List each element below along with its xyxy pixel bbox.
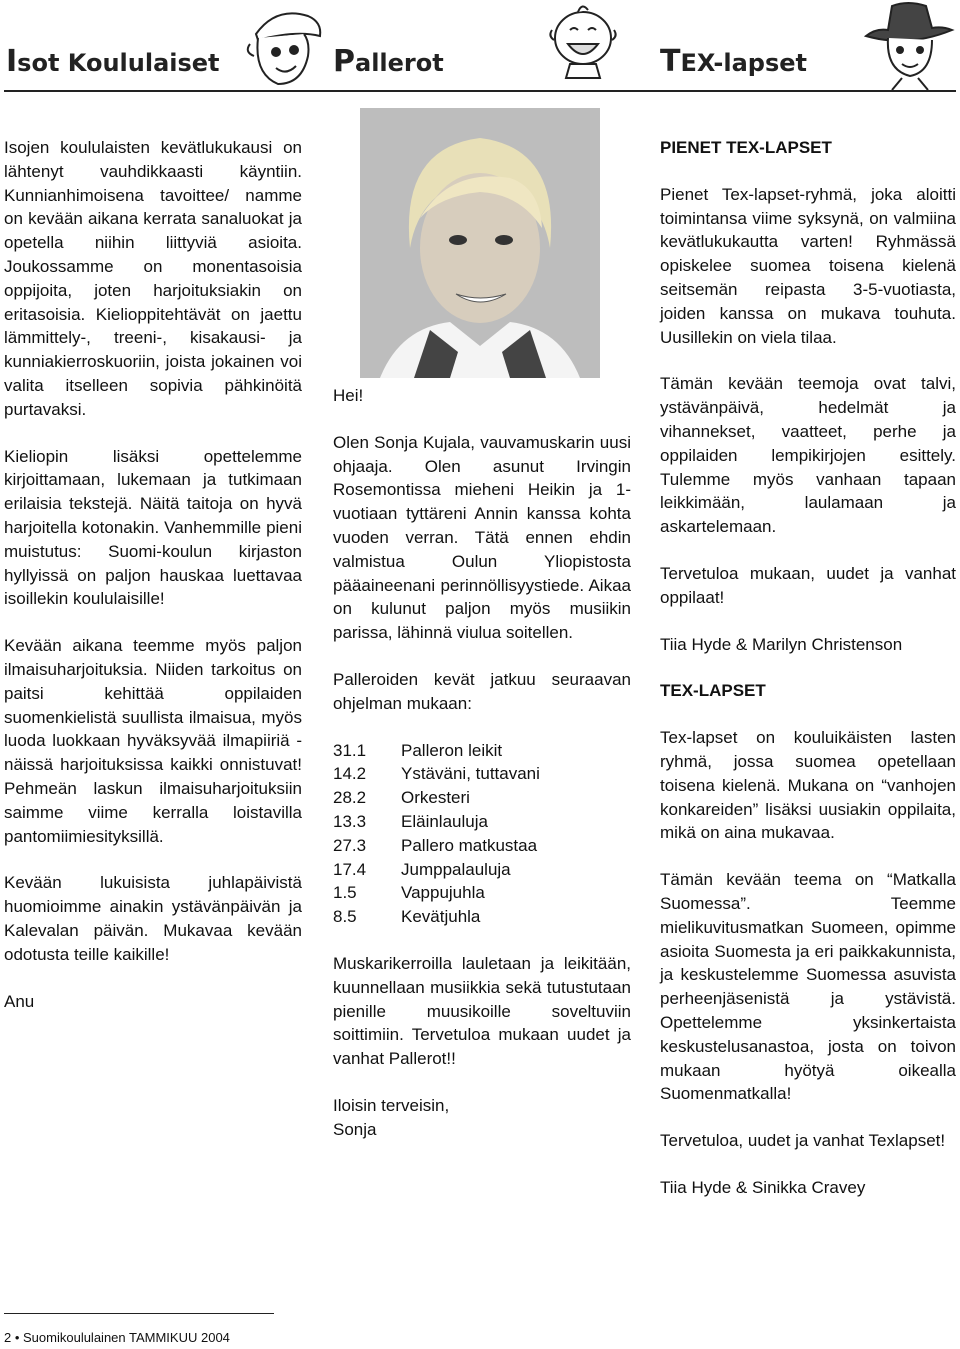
footer-rule <box>4 1313 274 1314</box>
schedule-item: Jumppalauluja <box>401 859 511 879</box>
section-title-pienet-tex-lapset: PIENET TEX-LAPSET <box>660 138 832 157</box>
schedule-row <box>333 858 540 882</box>
schedule-item: Pallero matkustaa <box>401 835 538 855</box>
paragraph: Muskarikerroilla lauletaan ja leikitään, kuunnellaan musiikkia sekä tutustutaan pienille muusikoille soveltuviin soittimiin. Tervetuloa mukaan uudet ja vanhat Pallerot!! <box>333 953 631 1069</box>
schedule-date: 14.2 <box>333 764 367 784</box>
heading-initial: I <box>6 44 18 79</box>
boy-with-cap-illustration <box>236 4 326 92</box>
paragraph: Tex-lapset on kouluikäisten lasten ryhmä, jossa suomea opetellaan toisena kielenä. Mukana on “vanhojen konkareiden” lisäksi uusiakin oppilaita, mikä on aina mukavaa. <box>660 728 956 843</box>
page-footer: 2 • Suomikoululainen TAMMIKUU 2004 <box>4 1330 230 1345</box>
schedule-date: 28.2 <box>333 788 367 808</box>
right-column <box>660 136 956 1223</box>
heading-initial: P <box>333 44 355 79</box>
schedule-date: 8.5 <box>333 907 357 927</box>
schedule-date: 13.3 <box>333 811 367 831</box>
baby-illustration <box>544 0 622 80</box>
schedule-item: Orkesteri <box>401 788 470 808</box>
schedule-row <box>333 905 540 929</box>
schedule-row <box>333 881 540 905</box>
schedule-row <box>333 834 540 858</box>
paragraph: Kevään aikana teemme myös paljon ilmaisuharjoituksia. Niiden tarkoitus on paitsi kehittää oppilaiden suomenkielistä suullista ilmaisua, myös luoda luokkaan hyväksyvää ilmapiiriä - näissä harjoituksissa kaikki onnistuvat! Pehmeän laskun ilmaisuharjoituksiin saimme viime kerralla loistavilla pantomiimiesityksillä. <box>4 636 302 846</box>
heading-pallerot <box>333 44 444 79</box>
schedule-date: 31.1 <box>333 740 367 760</box>
schedule-row <box>333 762 540 786</box>
heading-isot-koululaiset <box>6 44 220 79</box>
schedule-row <box>333 786 540 810</box>
signature: Tiia Hyde & Sinikka Cravey <box>660 1177 866 1197</box>
schedule-item: Ystäväni, tuttavani <box>401 764 540 784</box>
heading-initial: T <box>660 44 681 79</box>
schedule-date: 27.3 <box>333 835 367 855</box>
left-column <box>4 136 302 1036</box>
portrait-photo <box>360 108 600 378</box>
header-rule <box>4 90 956 92</box>
signature: Tiia Hyde & Marilyn Christenson <box>660 634 903 654</box>
heading-tex-lapset <box>660 44 807 79</box>
schedule-row <box>333 739 540 763</box>
schedule-item: Eläinlauluja <box>401 811 488 831</box>
schedule-row <box>333 810 540 834</box>
heading-rest: allerot <box>355 49 444 77</box>
schedule-item: Kevätjuhla <box>401 907 481 927</box>
paragraph: Tämän kevään teema on “Matkalla Suomessa”. Teemme mielikuvitusmatkan Suomeen, opimme asioita Suomesta ja eri paikkakunnista, ja keskustelemme Suomessa asuvista perheenjäsenistä ja ystävistä. Opettelemme yksinkertaista keskustelusanastoa, josta on toivon mukaan hyötyä oikealla Suomenmatkalla! <box>660 870 956 1104</box>
closing: Iloisin terveisin, <box>333 1095 450 1115</box>
section-title-tex-lapset: TEX-LAPSET <box>660 681 766 701</box>
paragraph: Kieliopin lisäksi opettelemme kirjoittamaan, lukemaan ja tutkimaan erilaisia tekstejä. Näitä taitoja on hyvä harjoitella kotonakin. Vanhemmille pieni muistutus: Suomi-koulun kirjaston hyllyissä on paljon hauskaa luettavaa isoillekin koululaisille! <box>4 446 302 609</box>
paragraph: Kevään lukuisista juhlapäivistä huomioimme ainakin ystävänpäivän ja Kalevalan päivän. Mukavaa kevään odotusta teille kaikille! <box>4 873 302 964</box>
paragraph: Pienet Tex-lapset-ryhmä, joka aloitti toimintansa viime syksynä, on valmiina kevätlukukautta varten! Ryhmässä opiskelee suomea toisena kielenä seitsemän reipasta 3-5-vuotiasta, joiden kanssa on mukava touhuta. Uusillekin on viela tilaa. <box>660 184 956 347</box>
schedule-date: 1.5 <box>333 883 357 903</box>
paragraph: Isojen koululaisten kevätlukukausi on lähtenyt vauhdikkaasti käyntiin. Kunnianhimoisena tavoittee/ namme on kevään aikana kerrata sanaluokat ja opetella niihin liittyviä asioita. Joukossamme on monentasoisia oppijoita, joten harjoituksiakin on eritasoisia. Kielioppitehtävät on jaettu lämmittely-, treeni-, kisakausi- ja kunniakierroskuoriin, joista jokainen voi valita itselleen sopivia pähkinöitä purtavaksi. <box>4 138 302 419</box>
middle-column <box>333 384 631 1165</box>
paragraph: Tervetuloa, uudet ja vanhat Texlapset! <box>660 1131 946 1151</box>
paragraph: Olen Sonja Kujala, vauvamuskarin uusi ohjaaja. Olen asunut Irvingin Rosemontissa mieheni Heikin ja 1-vuotiaan tyttäreni Annin kanssa kohta vuoden verran. Tätä ennen ehdin valmistua Oulun Yliopistosta pääaineenani perinnöllisyystiede. Aikaa on kulunut paljon myös musiikin parissa, lähinnä viulua soitellen. <box>333 432 631 643</box>
paragraph: Tervetuloa mukaan, uudet ja vanhat oppilaat! <box>660 563 956 607</box>
heading-rest: EX-lapset <box>680 49 808 77</box>
schedule-table <box>333 739 540 929</box>
schedule-item: Palleron leikit <box>401 740 503 760</box>
schedule-item: Vappujuhla <box>401 883 485 903</box>
signature: Anu <box>4 991 35 1011</box>
signature: Sonja <box>333 1119 377 1139</box>
greeting: Hei! <box>333 386 364 405</box>
paragraph: Palleroiden kevät jatkuu seuraavan ohjelman mukaan: <box>333 669 631 713</box>
paragraph: Tämän kevään teemoja ovat talvi, ystävänpäivä, hedelmät ja vihannekset, vaatteet, perhe ja oppilaiden lempikirjojen esittely. Tulemme myös vanhaan tapaan leikkimään, laulamaan ja askartelemaan. <box>660 374 956 537</box>
schedule-date: 17.4 <box>333 859 367 879</box>
cowboy-illustration <box>862 0 956 92</box>
heading-rest: sot Koululaiset <box>17 49 220 77</box>
